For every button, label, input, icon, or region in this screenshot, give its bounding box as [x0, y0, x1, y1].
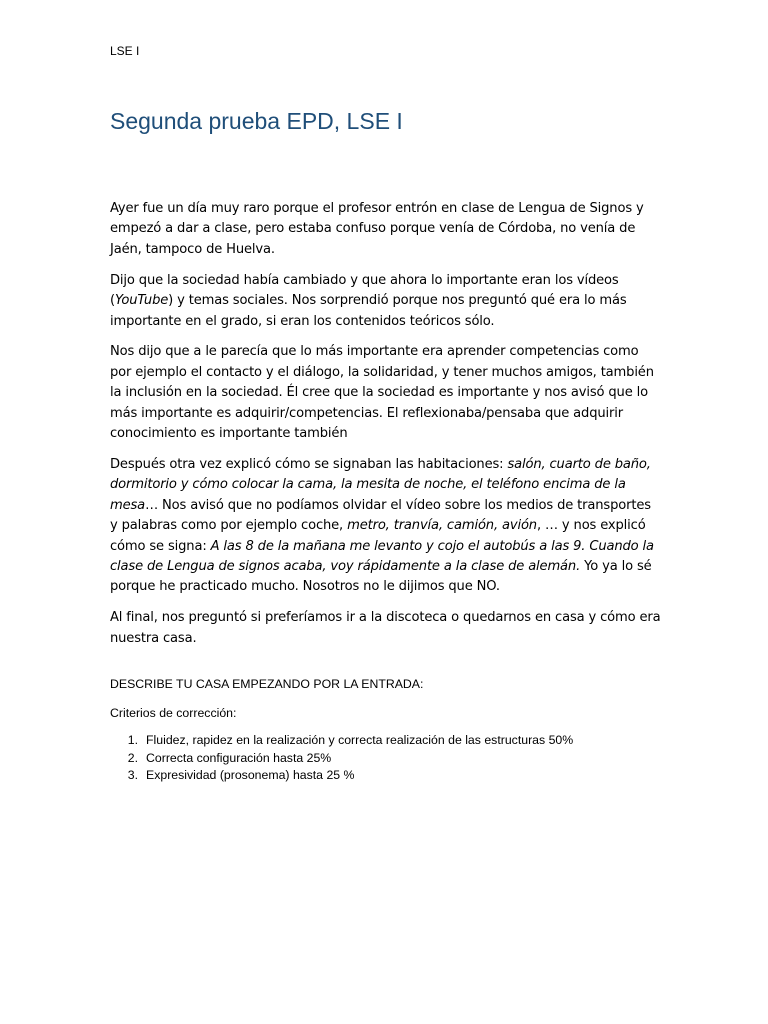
criteria-item — [110, 732, 573, 750]
describe-instruction: DESCRIBE TU CASA EMPEZANDO POR LA ENTRADA: — [110, 677, 424, 691]
paragraph — [110, 199, 662, 260]
italic-text: salón, cuarto de baño, dormitorio y cómo colocar la cama, la mesita de noche, el teléfono encima de la mesa — [110, 456, 651, 513]
paragraph-text: ) y temas sociales. Nos sorprendió porque nos preguntó qué era lo más importante en el grado, si eran los contenidos teóricos sólo. — [110, 293, 627, 329]
paragraph-text: Yo ya lo sé porque he practicado mucho. Nosotros no le dijimos que NO. — [110, 559, 652, 595]
criteria-text: Fluidez, rapidez en la realización y correcta realización de las estructuras 50% — [146, 733, 574, 747]
criteria-item — [110, 750, 573, 768]
criteria-item — [110, 767, 573, 785]
paragraph-text: Al final, nos preguntó si preferíamos ir a la discoteca o quedarnos en casa y cómo era nuestra casa. — [110, 610, 661, 646]
italic-text: metro, tranvía, camión, avión — [347, 518, 537, 534]
paragraph — [110, 608, 662, 649]
document-title: Segunda prueba EPD, LSE I — [110, 108, 403, 134]
document-body — [110, 199, 662, 660]
italic-text: A las 8 de la mañana me levanto y cojo el autobús a las 9. Cuando la clase de Lengua de signos acaba, voy rápidamente a la clase de alemán. — [110, 538, 654, 574]
paragraph — [110, 455, 662, 598]
criteria-number: 3. — [127, 768, 138, 782]
paragraph — [110, 342, 662, 444]
criteria-text: Correcta configuración hasta 25% — [146, 750, 332, 765]
criteria-heading: Criterios de corrección: — [110, 706, 237, 720]
paragraph-text: Después otra vez explicó cómo se signaban las habitaciones: — [110, 456, 508, 472]
paragraph-text: Dijo que la sociedad había cambiado y que ahora lo importante eran los vídeos ( — [110, 272, 619, 309]
paragraph — [110, 271, 662, 332]
criteria-text: Expresividad (prosonema) hasta 25 % — [146, 768, 355, 782]
criteria-number: 2. — [127, 750, 138, 765]
paragraph-text: Nos dijo que a le parecía que lo más importante era aprender competencias como por ejemplo el contacto y el diálogo, la solidaridad, y tener muchos amigos, también la inclusión en la sociedad. Él cree que la sociedad es importante y nos avisó que lo más importante es adquirir/competencias. El reflexionaba/pensaba que adquirir conocimiento es importante también — [110, 344, 654, 442]
paragraph-text: … Nos avisó que no podíamos olvidar el vídeo sobre los medios de transportes y palabras como por ejemplo coche, — [110, 497, 651, 534]
italic-text: YouTube — [114, 293, 169, 309]
paragraph-text: Ayer fue un día muy raro porque el profesor entrón en clase de Lengua de Signos y empezó a dar a clase, pero estaba confuso porque venía de Córdoba, no venía de Jaén, tampoco de Huelva. — [110, 201, 644, 257]
page-header: LSE I — [110, 44, 140, 58]
criteria-list — [110, 732, 573, 785]
paragraph-text: , … y nos explicó cómo se signa: — [110, 518, 646, 554]
criteria-number: 1. — [127, 733, 138, 747]
